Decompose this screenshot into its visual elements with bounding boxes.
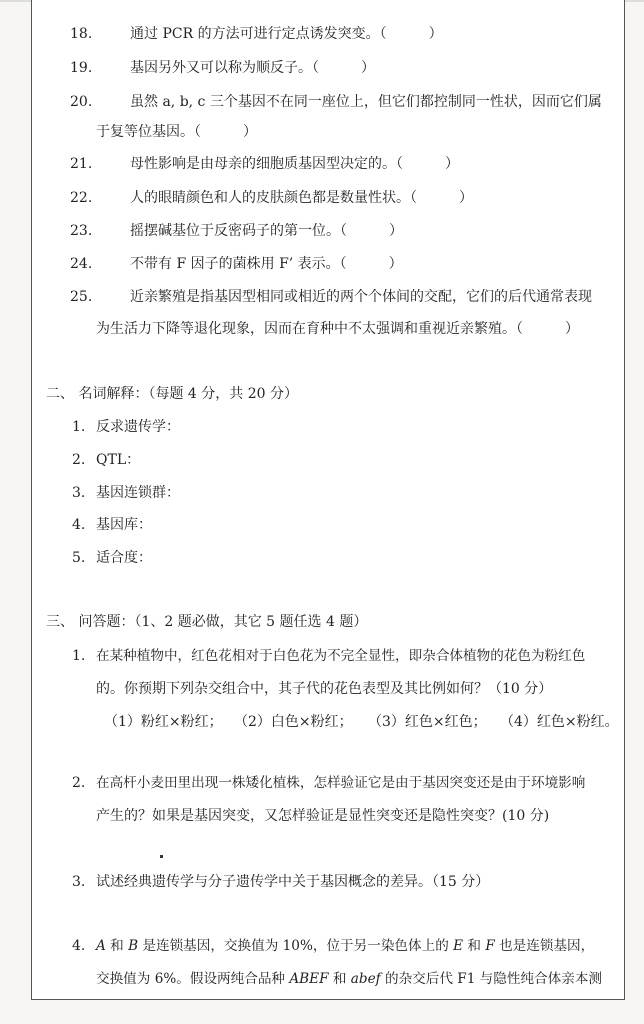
gene-b: B [128,938,139,954]
question-2-number: 2. [72,775,86,791]
question-3-number: 3. [72,874,86,890]
question-2-line2: 产生的？如果是基因突变，又怎样验证是显性突变还是隐性突变？(10 分) [96,808,550,824]
question-1-option-3: （3）红色×红色； [368,714,487,730]
q4-seg-1: 是连锁基因，交换值为 10%，位于另一染色体上的 [138,938,454,954]
term-1-number: 1. [72,419,86,435]
part3-heading: 三、 问答题：（1、2 题必做，其它 5 题任选 4 题） [46,614,368,630]
item-25-number: 25. [70,289,93,305]
q4-seg-3: 交换值为 6%。假设两纯合品种 [96,971,290,987]
term-4-text: 基因库： [96,517,152,533]
item-18-text: 通过 PCR 的方法可进行定点诱发突变。（ ） [130,26,443,42]
part2-heading: 二、 名词解释：（每题 4 分，共 20 分） [46,386,298,402]
question-4-number: 4. [72,938,86,954]
question-2-line1: 在高杆小麦田里出现一株矮化植株，怎样验证它是由于基因突变还是由于环境影响 [96,775,586,791]
q4-and-1: 和 [105,938,129,954]
question-1-number: 1. [72,648,86,664]
term-2-number: 2. [72,452,86,468]
q4-seg-2: 也是连锁基因， [494,938,595,954]
item-22-number: 22. [70,190,93,206]
question-1-option-1: （1）粉红×粉红； [104,714,223,730]
item-23-number: 23. [70,223,93,239]
item-25-text-line2: 为生活力下降等退化现象，因而在育种中不太强调和重视近亲繁殖。（ ） [96,321,579,337]
item-21-text: 母性影响是由母亲的细胞质基因型决定的。（ ） [130,156,459,172]
question-3-line1: 试述经典遗传学与分子遗传学中关于基因概念的差异。（15 分） [96,874,490,890]
item-19-text: 基因另外又可以称为顺反子。（ ） [130,60,375,76]
term-3-text: 基因连锁群： [96,485,180,501]
term-1-text: 反求遗传学： [96,419,180,435]
gene-f: F [485,938,495,954]
term-5-text: 适合度： [96,550,152,566]
item-19-number: 19. [70,60,93,76]
variety-abef-recessive: abef [350,971,381,987]
item-20-text-line1: 虽然 a, b, c 三个基因不在同一座位上，但它们都控制同一性状，因而它们属 [130,94,602,110]
gene-a: A [96,938,106,954]
q4-and-2: 和 [463,938,486,954]
item-18-number: 18. [70,26,93,42]
q4-seg-4: 的杂交后代 F1 与隐性纯合体亲本测 [380,971,603,987]
term-5-number: 5. [72,550,86,566]
question-1-option-4: （4）红色×粉红。 [500,714,619,730]
term-3-number: 3. [72,485,86,501]
item-20-number: 20. [70,94,93,110]
question-4-line1 [96,937,594,955]
question-1-line2: 的。你预期下列杂交组合中，其子代的花色表型及其比例如何？（10 分） [96,681,553,697]
question-1-option-2: （2）白色×粉红； [234,714,353,730]
scan-speck [160,855,163,858]
item-20-text-line2: 于复等位基因。（ ） [96,124,257,140]
variety-abef-dominant: ABEF [289,971,329,987]
term-4-number: 4. [72,517,86,533]
question-1-line1: 在某种植物中，红色花相对于白色花为不完全显性，即杂合体植物的花色为粉红色 [96,648,586,664]
q4-and-3: 和 [328,971,351,987]
term-2-text: QTL： [96,452,141,468]
item-22-text: 人的眼睛颜色和人的皮肤颜色都是数量性状。（ ） [130,190,473,206]
item-21-number: 21. [70,156,93,172]
item-24-number: 24. [70,256,93,272]
item-24-text: 不带有 F 因子的菌株用 F’ 表示。（ ） [130,256,403,272]
question-4-line2 [96,970,602,988]
gene-e: E [453,938,464,954]
item-25-text-line1: 近亲繁殖是指基因型相同或相近的两个个体间的交配，它们的后代通常表现 [130,289,592,305]
item-23-text: 摇摆碱基位于反密码子的第一位。（ ） [130,223,403,239]
